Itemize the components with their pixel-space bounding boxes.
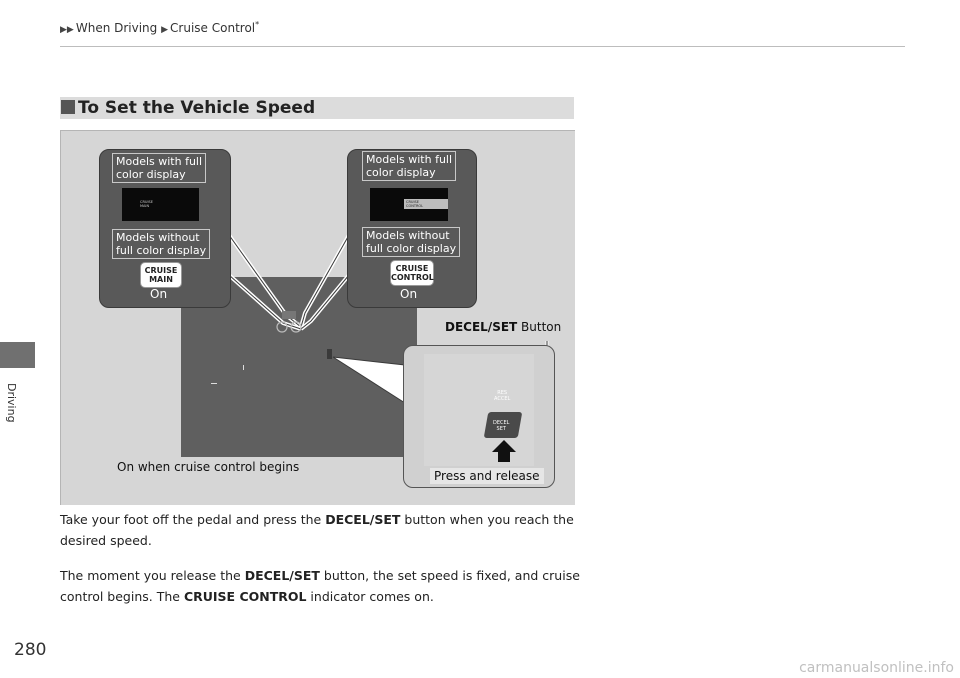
press-arrow-stem: [498, 452, 510, 462]
instruction-paragraph-1: Take your foot off the pedal and press the DECEL/SET button when you reach the desired speed.: [60, 512, 574, 548]
breadcrumb-item-when-driving[interactable]: When Driving: [75, 21, 158, 35]
breadcrumb-arrow-icon: ▶: [161, 25, 169, 35]
full-color-display: [370, 188, 448, 221]
chapter-tab-label: Driving: [5, 383, 18, 423]
right-on-label: On: [400, 287, 418, 301]
models-full-color-label: Models with full color display: [362, 151, 456, 181]
models-without-full-color-label: Models without full color display: [112, 229, 210, 259]
models-without-full-color-label: Models without full color display: [362, 227, 460, 257]
switch-housing: [424, 354, 534, 466]
page-number: 280: [14, 640, 47, 660]
decel-set-button-callout: [445, 320, 561, 334]
section-heading: [60, 97, 574, 119]
cruise-control-icon: CRUISE CONTROL: [390, 260, 434, 286]
res-accel-label: RES ACCEL: [494, 390, 511, 402]
cruise-control-figure: [60, 130, 575, 505]
left-on-label: On: [150, 287, 168, 301]
steering-switch-panel: [403, 345, 555, 488]
cruise-main-icon: CRUISE MAIN: [140, 262, 182, 288]
left-indicator-panel: [99, 149, 231, 308]
display-cruise-control-text: CRUISE CONTROL: [404, 199, 448, 209]
decel-set-callout-bold: DECEL/SET: [445, 320, 518, 334]
full-color-display: [122, 188, 199, 221]
instruction-paragraph-2: The moment you release the DECEL/SET button, the set speed is fixed, and cruise control begins. The CRUISE CONTROL indicator comes on.: [60, 568, 580, 604]
decel-set-switch-label: DECEL SET: [493, 420, 510, 432]
decel-set-term: DECEL/SET: [244, 568, 320, 583]
breadcrumb-item-cruise-control[interactable]: Cruise Control: [170, 21, 256, 35]
cruise-begins-caption: On when cruise control begins: [117, 460, 300, 474]
right-indicator-panel: [347, 149, 477, 308]
decel-set-callout-rest: Button: [517, 320, 562, 334]
cruise-control-term: CRUISE CONTROL: [183, 589, 307, 604]
breadcrumb-arrow-icon: ▶▶: [60, 25, 74, 35]
footnote-marker: *: [255, 20, 260, 29]
models-full-color-label: Models with full color display: [112, 153, 206, 183]
press-and-release-caption: Press and release: [430, 468, 544, 484]
display-cruise-main-text: CRUISE MAIN: [140, 200, 153, 208]
decel-set-term: DECEL/SET: [325, 512, 401, 527]
chapter-tab: [0, 342, 35, 368]
section-title: To Set the Vehicle Speed: [78, 98, 316, 118]
header-divider: [60, 46, 905, 47]
watermark: carmanualsonline.info: [799, 660, 954, 676]
breadcrumb: [60, 20, 259, 35]
press-arrow-icon: [492, 440, 516, 452]
square-bullet-icon: [61, 100, 75, 114]
